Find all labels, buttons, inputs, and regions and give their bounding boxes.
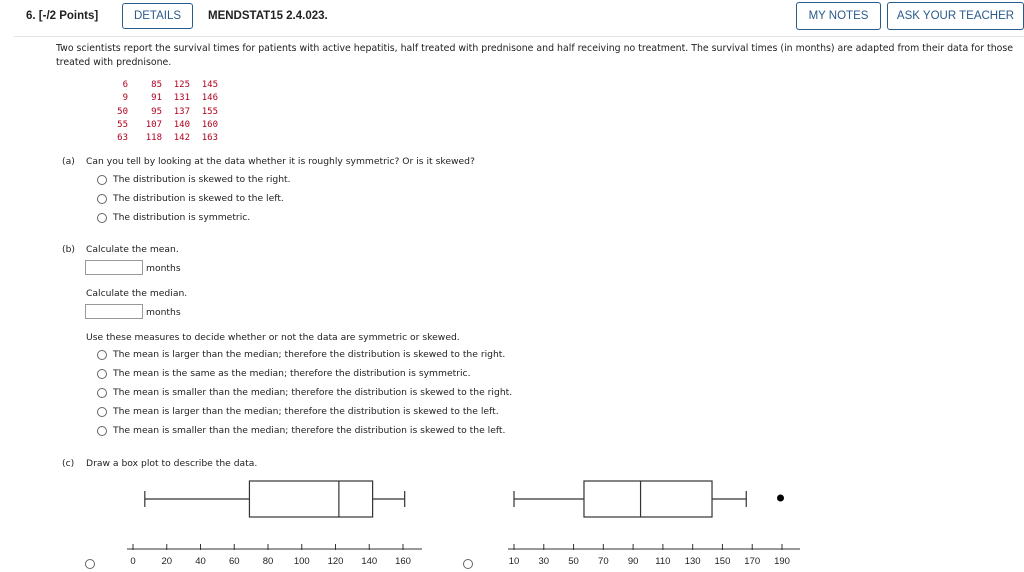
table-cell: 155 <box>201 106 218 117</box>
mean-prompt: Calculate the mean. <box>86 244 179 255</box>
outlier-point <box>777 495 784 502</box>
median-unit: months <box>146 307 181 318</box>
x-tick-label: 30 <box>538 556 550 567</box>
option-label: The mean is larger than the median; therefore the distribution is skewed to the left. <box>113 406 499 417</box>
question-code: MENDSTAT15 2.4.023. <box>208 10 328 22</box>
table-cell: 107 <box>145 119 162 130</box>
x-tick-label: 90 <box>627 556 639 567</box>
option-label: The mean is the same as the median; therefore the distribution is symmetric. <box>113 368 471 379</box>
x-tick-label: 60 <box>228 556 240 567</box>
decide-prompt: Use these measures to decide whether or not the data are symmetric or skewed. <box>86 332 460 343</box>
x-tick-label: 80 <box>262 556 274 567</box>
option-label: The distribution is skewed to the left. <box>113 193 284 204</box>
mean-unit: months <box>146 263 181 274</box>
table-cell: 91 <box>151 93 162 104</box>
table-cell: 146 <box>201 93 218 104</box>
option-label: The mean is smaller than the median; therefore the distribution is skewed to the left. <box>113 425 506 436</box>
table-cell: 125 <box>173 80 190 90</box>
table-cell: 140 <box>173 119 190 130</box>
part-a-question: Can you tell by looking at the data whether it is roughly symmetric? Or is it skewed? <box>86 156 475 167</box>
table-cell: 131 <box>173 93 190 104</box>
table-cell: 9 <box>122 93 128 104</box>
x-tick-label: 20 <box>161 556 173 567</box>
x-tick-label: 140 <box>361 556 378 567</box>
option-label: The mean is larger than the median; therefore the distribution is skewed to the right. <box>113 349 506 360</box>
table-cell: 95 <box>151 106 162 117</box>
table-cell: 50 <box>117 106 128 117</box>
table-cell: 137 <box>173 106 190 117</box>
table-cell: 160 <box>201 119 218 130</box>
question-number: 6. [-/2 Points] <box>26 10 99 22</box>
table-cell: 145 <box>201 80 218 90</box>
x-tick-label: 150 <box>714 556 731 567</box>
option-label: The distribution is skewed to the right. <box>113 174 291 185</box>
x-tick-label: 190 <box>774 556 790 567</box>
part-c-prompt: Draw a box plot to describe the data. <box>86 458 258 469</box>
table-cell: 63 <box>117 133 128 144</box>
table-cell: 85 <box>151 80 162 90</box>
x-tick-label: 70 <box>598 556 609 567</box>
details-button[interactable]: DETAILS <box>122 3 193 29</box>
question-prompt: Two scientists report the survival times for patients with active hepatitis, half treated with prednisone and half receiving no treatment. The survival times (in months) are adapted from their data for those treated with prednisone. <box>56 43 1014 68</box>
my-notes-button[interactable]: MY NOTES <box>796 2 881 30</box>
part-a-label: (a) <box>62 156 75 167</box>
x-tick-label: 120 <box>327 556 344 567</box>
option-label: The mean is smaller than the median; therefore the distribution is skewed to the right. <box>113 387 513 398</box>
part-b-label: (b) <box>62 244 76 255</box>
x-tick-label: 50 <box>568 556 579 567</box>
iqr-box <box>249 481 372 517</box>
x-tick-label: 160 <box>395 556 411 567</box>
table-cell: 55 <box>117 119 128 130</box>
table-cell: 142 <box>173 133 190 144</box>
table-cell: 6 <box>122 80 128 90</box>
iqr-box <box>584 481 712 517</box>
option-label: The distribution is symmetric. <box>113 212 251 223</box>
table-cell: 118 <box>145 133 162 144</box>
x-tick-label: 110 <box>655 556 671 567</box>
part-c-label: (c) <box>62 458 75 469</box>
x-tick-label: 100 <box>293 556 310 567</box>
x-tick-label: 170 <box>744 556 761 567</box>
x-tick-label: 0 <box>130 556 136 567</box>
ask-teacher-button[interactable]: ASK YOUR TEACHER <box>887 2 1024 30</box>
x-tick-label: 10 <box>508 556 520 567</box>
median-prompt: Calculate the median. <box>86 288 188 299</box>
x-tick-label: 130 <box>684 556 701 567</box>
x-tick-label: 40 <box>195 556 206 567</box>
table-cell: 163 <box>201 133 218 144</box>
